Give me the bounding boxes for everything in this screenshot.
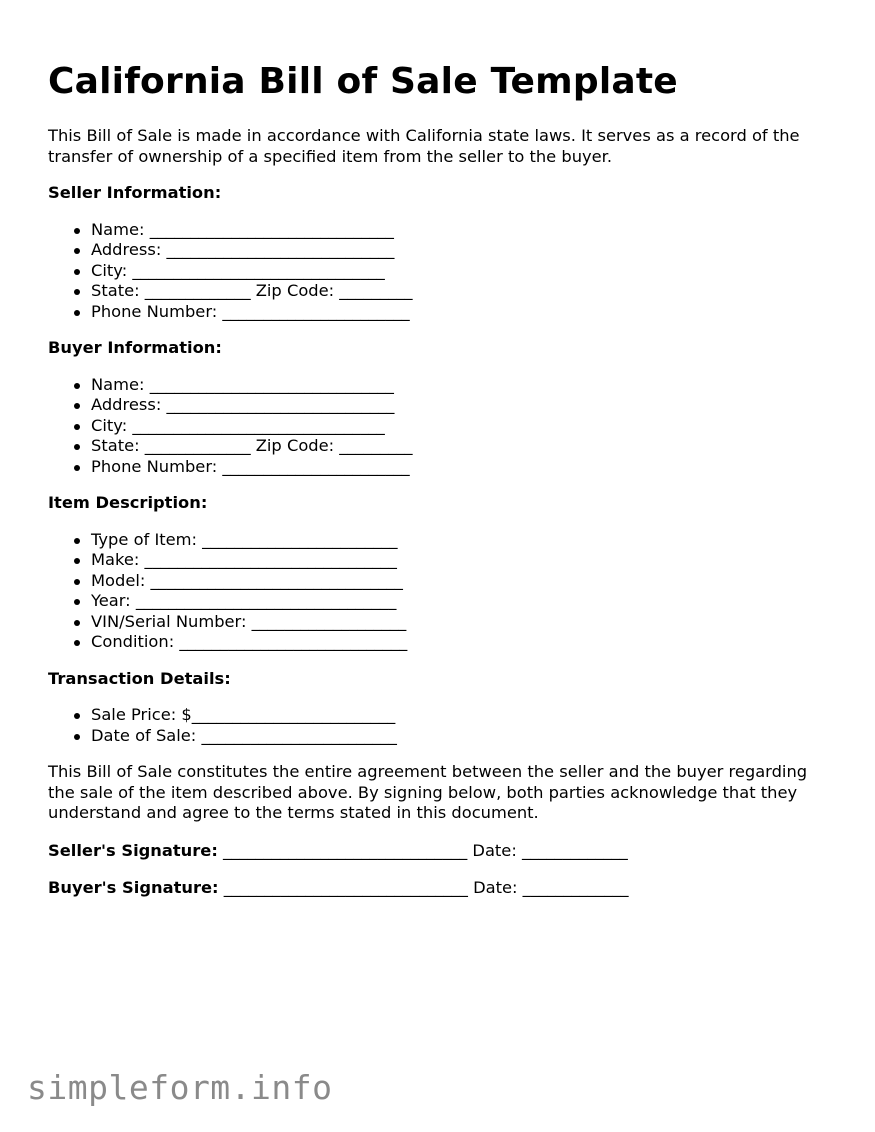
intro-paragraph: This Bill of Sale is made in accordance with California state laws. It serves as a record of the transfer of ownership of a specified item from the seller to the buyer. <box>48 126 800 166</box>
buyer-state-zip-field: State: _____________ Zip Code: _________ <box>91 436 838 457</box>
item-condition-field: Condition: ____________________________ <box>91 632 838 653</box>
transaction-details-list <box>48 705 838 746</box>
page-title: California Bill of Sale Template <box>48 61 678 102</box>
buyer-phone-field: Phone Number: _______________________ <box>91 457 838 478</box>
buyer-info-heading: Buyer Information: <box>48 338 222 357</box>
seller-state-zip-field: State: _____________ Zip Code: _________ <box>91 281 838 302</box>
item-description-list <box>48 530 838 653</box>
item-description-heading: Item Description: <box>48 493 208 512</box>
buyer-signature-blanks: ______________________________ Date: _____________ <box>218 878 629 897</box>
item-year-field: Year: ________________________________ <box>91 591 838 612</box>
closing-paragraph: This Bill of Sale constitutes the entire agreement between the seller and the buyer regarding the sale of the item described above. By signing below, both parties acknowledge that they understand and agree to the terms stated in this document. <box>48 762 808 822</box>
seller-city-field: City: _______________________________ <box>91 261 838 282</box>
transaction-details-heading: Transaction Details: <box>48 668 231 688</box>
seller-name-field: Name: ______________________________ <box>91 220 838 241</box>
seller-address-field: Address: ____________________________ <box>91 240 838 261</box>
seller-signature-label: Seller's Signature: <box>48 840 218 860</box>
buyer-signature-line <box>48 878 838 899</box>
buyer-signature-label: Buyer's Signature: <box>48 878 219 897</box>
buyer-city-field: City: _______________________________ <box>91 416 838 437</box>
item-vin-field: VIN/Serial Number: ___________________ <box>91 612 838 633</box>
item-model-field: Model: _______________________________ <box>91 571 838 592</box>
seller-signature-line <box>48 841 838 862</box>
document-body <box>48 126 838 916</box>
seller-phone-field: Phone Number: _______________________ <box>91 302 838 323</box>
sale-price-field: Sale Price: $_________________________ <box>91 705 838 726</box>
sale-date-field: Date of Sale: ________________________ <box>91 726 838 747</box>
item-make-field: Make: _______________________________ <box>91 550 838 571</box>
seller-signature-blanks: ______________________________ Date: _____________ <box>217 840 628 860</box>
seller-info-list <box>48 220 838 323</box>
seller-info-heading: Seller Information: <box>48 183 222 202</box>
buyer-address-field: Address: ____________________________ <box>91 395 838 416</box>
buyer-info-list <box>48 375 838 478</box>
site-watermark: simpleform.info <box>27 1068 333 1107</box>
buyer-name-field: Name: ______________________________ <box>91 375 838 396</box>
item-type-field: Type of Item: ________________________ <box>91 530 838 551</box>
